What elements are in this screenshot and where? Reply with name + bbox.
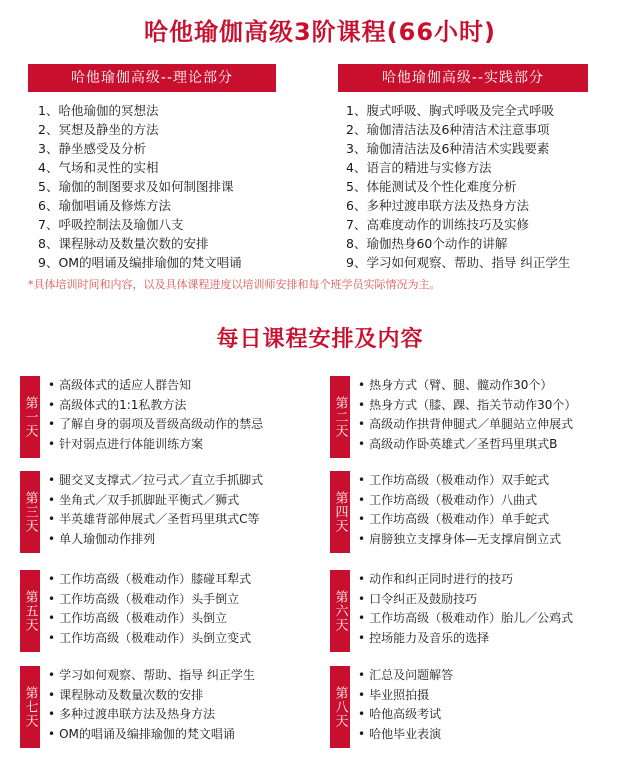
day-item: • 工作坊高级（极难动作）头倒立变式 (48, 629, 251, 649)
practice-item: 5、体能测试及个性化难度分析 (346, 179, 517, 194)
theory-item: 1、哈他瑜伽的冥想法 (38, 103, 159, 118)
theory-item: 2、冥想及静坐的方法 (38, 122, 159, 137)
practice-item: 7、高难度动作的训练技巧及实修 (346, 217, 529, 232)
practice-item: 3、瑜伽清洁法及6种清洁术实践要素 (346, 141, 550, 156)
day-tag (330, 376, 350, 458)
day-tag (20, 666, 40, 748)
day-card-6 (330, 570, 620, 652)
theory-item: 5、瑜伽的制图要求及如何制图排课 (38, 179, 234, 194)
day-card-1 (20, 376, 310, 458)
day-item: • 腿交叉支撑式／拉弓式／直立手抓脚式 (48, 471, 263, 491)
day-item: • 工作坊高级（极难动作）胎儿／公鸡式 (358, 609, 573, 629)
day-item: • 工作坊高级（极难动作）头倒立 (48, 609, 251, 629)
day-item: • 高级动作卧英雄式／圣哲玛里琪式B (358, 435, 576, 455)
day-item: • 工作坊高级（极难动作）双手蛇式 (358, 471, 561, 491)
day-item: • 多种过渡串联方法及热身方法 (48, 705, 255, 725)
day-item: • 毕业照拍摄 (358, 686, 453, 706)
practice-list (346, 101, 570, 272)
practice-item: 4、语言的精进与实修方法 (346, 160, 492, 175)
schedule-title: 每日课程安排及内容 (216, 327, 424, 352)
day-items (48, 570, 251, 648)
day-items (358, 471, 561, 549)
day-item: • 哈他高级考试 (358, 705, 453, 725)
day-label: 第四天 (332, 491, 348, 533)
page-title: 哈他瑜伽高级3阶课程(66小时) (143, 18, 497, 46)
theory-item: 9、OM的唱诵及编排瑜伽的梵文唱诵 (38, 255, 242, 270)
day-item: • 半英雄背部伸展式／圣哲玛里琪式C等 (48, 510, 263, 530)
day-card-7 (20, 666, 310, 748)
day-tag (20, 471, 40, 553)
day-label: 第六天 (332, 590, 348, 632)
day-item: • OM的唱诵及编排瑜伽的梵文唱诵 (48, 725, 255, 745)
practice-item: 6、多种过渡串联方法及热身方法 (346, 198, 529, 213)
day-item: • 高级体式的适应人群告知 (48, 376, 263, 396)
theory-item: 8、课程脉动及数量次数的安排 (38, 236, 209, 251)
day-item: • 工作坊高级（极难动作）八曲式 (358, 491, 561, 511)
day-item: • 学习如何观察、帮助、指导 纠正学生 (48, 666, 255, 686)
day-card-2 (330, 376, 620, 458)
theory-list (38, 101, 242, 272)
day-item: • 工作坊高级（极难动作）单手蛇式 (358, 510, 561, 530)
day-item: • 汇总及问题解答 (358, 666, 453, 686)
day-label: 第八天 (332, 686, 348, 728)
day-label: 第二天 (332, 396, 348, 438)
practice-item: 9、学习如何观察、帮助、指导 纠正学生 (346, 255, 571, 270)
day-tag (330, 471, 350, 553)
training-note: *具体培训时间和内容，以及具体课程进度以培训师安排和每个班学员实际情况为主。 (28, 278, 441, 291)
day-item: • 口令纠正及鼓励技巧 (358, 590, 573, 610)
day-items (358, 570, 573, 648)
day-item: • 了解自身的弱项及晋级高级动作的禁忌 (48, 415, 263, 435)
day-label: 第五天 (22, 590, 38, 632)
day-item: • 针对弱点进行体能训练方案 (48, 435, 263, 455)
day-item: • 哈他毕业表演 (358, 725, 453, 745)
day-items (358, 376, 576, 454)
day-item: • 热身方式（臂、腿、髋动作30个） (358, 376, 576, 396)
day-label: 第一天 (22, 396, 38, 438)
day-items (48, 471, 263, 549)
day-items (48, 376, 263, 454)
day-tag (20, 376, 40, 458)
day-tag (330, 666, 350, 748)
day-card-4 (330, 471, 620, 553)
theory-item: 7、呼吸控制法及瑜伽八支 (38, 217, 184, 232)
day-card-8 (330, 666, 620, 748)
day-label: 第三天 (22, 491, 38, 533)
day-item: • 动作和纠正同时进行的技巧 (358, 570, 573, 590)
day-item: • 课程脉动及数量次数的安排 (48, 686, 255, 706)
theory-item: 3、静坐感受及分析 (38, 141, 146, 156)
day-label: 第七天 (22, 686, 38, 728)
day-item: • 控场能力及音乐的选择 (358, 629, 573, 649)
practice-item: 2、瑜伽清洁法及6种清洁术注意事项 (346, 122, 550, 137)
theory-item: 6、瑜伽唱诵及修炼方法 (38, 198, 171, 213)
day-items (48, 666, 255, 744)
day-item: • 坐角式／双手抓脚趾平衡式／狮式 (48, 491, 263, 511)
practice-item: 1、腹式呼吸、胸式呼吸及完全式呼吸 (346, 103, 554, 118)
day-item: • 工作坊高级（极难动作）头手倒立 (48, 590, 251, 610)
theory-item: 4、气场和灵性的实相 (38, 160, 159, 175)
day-item: • 单人瑜伽动作排列 (48, 530, 263, 550)
day-card-5 (20, 570, 310, 652)
theory-heading: 哈他瑜伽高级--理论部分 (28, 64, 276, 92)
day-card-3 (20, 471, 310, 553)
practice-heading: 哈他瑜伽高级--实践部分 (338, 64, 588, 92)
day-item: • 高级动作拱背伸腿式／单腿站立伸展式 (358, 415, 576, 435)
day-item: • 热身方式（膝、踝、指关节动作30个） (358, 396, 576, 416)
practice-item: 8、瑜伽热身60个动作的讲解 (346, 236, 508, 251)
day-item: • 高级体式的1:1私教方法 (48, 396, 263, 416)
day-item: • 肩膀独立支撑身体—无支撑肩倒立式 (358, 530, 561, 550)
day-tag (330, 570, 350, 652)
day-items (358, 666, 453, 744)
day-tag (20, 570, 40, 652)
day-item: • 工作坊高级（极难动作）膝碰耳犁式 (48, 570, 251, 590)
